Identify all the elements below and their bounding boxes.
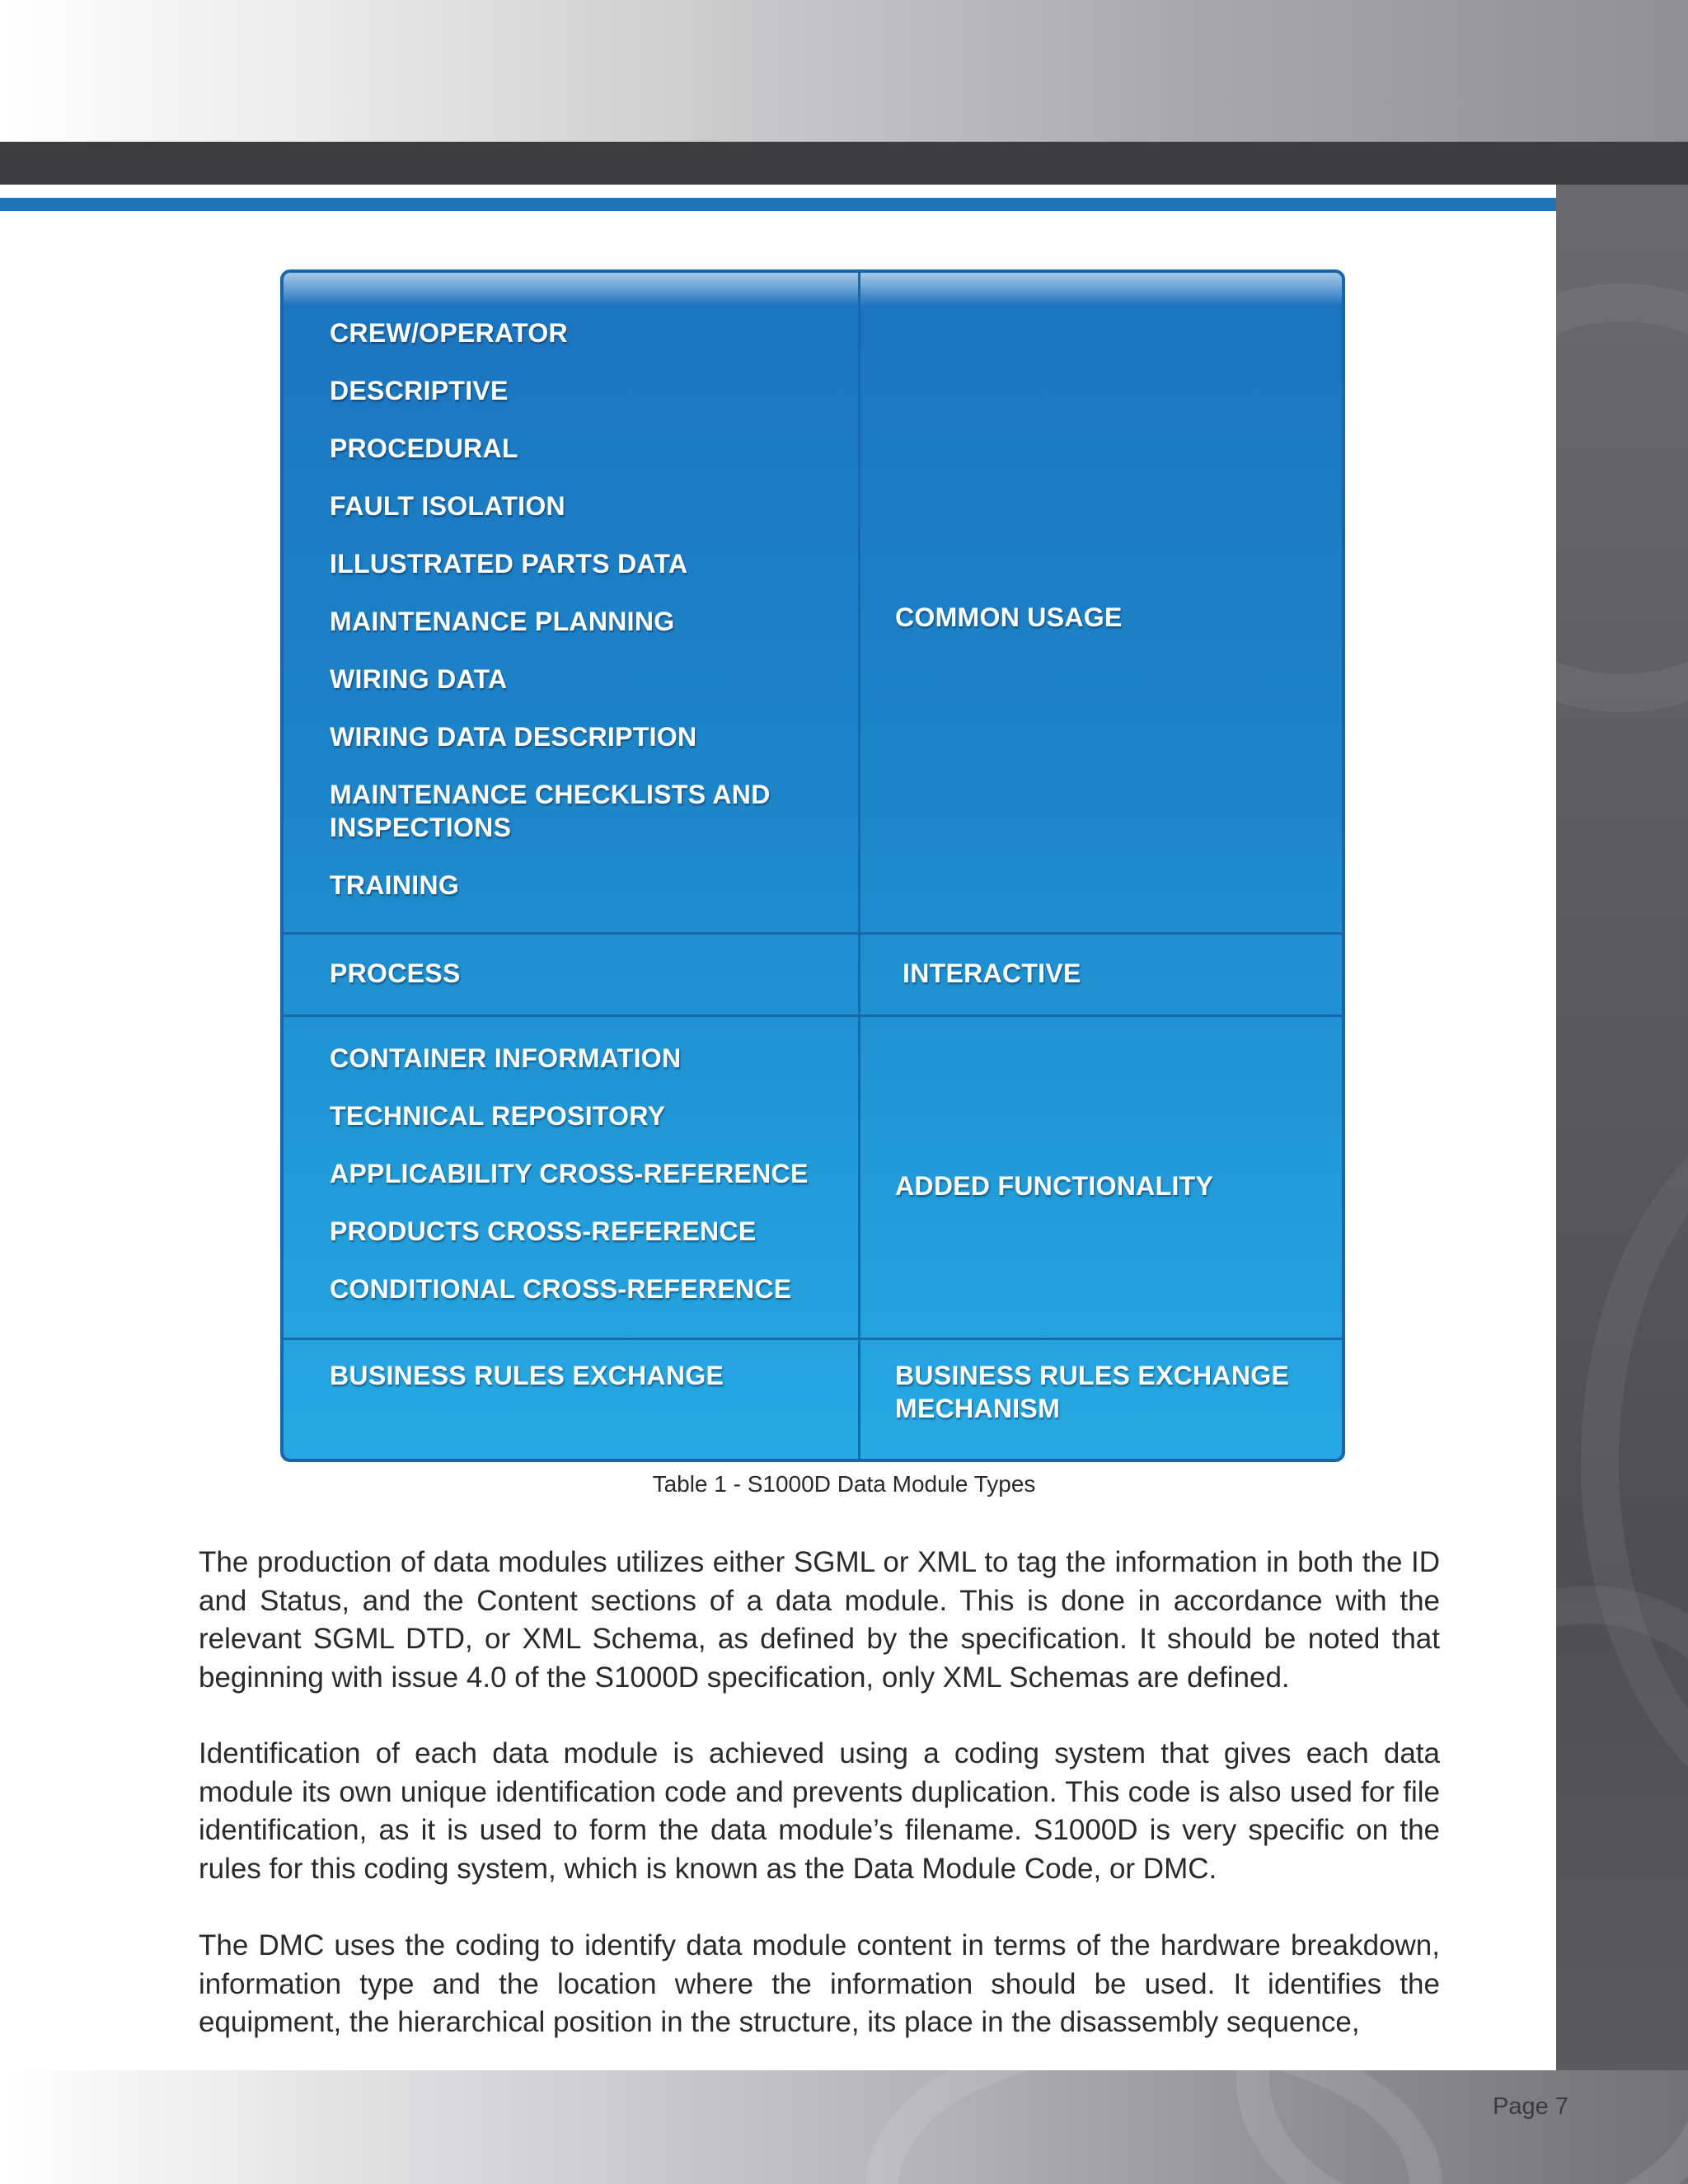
table-cell: ILLUSTRATED PARTS DATA <box>330 549 688 579</box>
table-cell: PROCEDURAL <box>330 434 518 463</box>
table-cell: WIRING DATA DESCRIPTION <box>330 722 697 752</box>
table-cell: TECHNICAL REPOSITORY <box>330 1101 666 1131</box>
table-cell: FAULT ISOLATION <box>330 491 565 521</box>
table-row-common-usage-items <box>330 316 824 902</box>
table-cell: WIRING DATA <box>330 664 508 694</box>
right-decorative-panel <box>1556 185 1688 2184</box>
header-white-gap <box>0 185 1556 198</box>
column-divider <box>858 273 860 1459</box>
table-cell: PRODUCTS CROSS-REFERENCE <box>330 1216 757 1246</box>
data-module-types-table <box>280 269 1345 1462</box>
footer-gradient-band <box>0 2070 1688 2184</box>
table-cell: PROCESS <box>330 958 461 988</box>
table-cell: BUSINESS RULES EXCHANGE <box>330 1361 724 1390</box>
swirl-decoration <box>1236 2070 1688 2184</box>
table-cell: DESCRIPTIVE <box>330 376 509 405</box>
table-cell-category: ADDED FUNCTIONALITY <box>895 1171 1214 1201</box>
table-cell-category: INTERACTIVE <box>903 958 1081 988</box>
table-cell: MAINTENANCE PLANNING <box>330 607 675 636</box>
table-cell-category: COMMON USAGE <box>895 602 1123 632</box>
table-cell: CONDITIONAL CROSS-REFERENCE <box>330 1274 792 1304</box>
table-caption: Table 1 - S1000D Data Module Types <box>652 1471 1036 1497</box>
table-cell: CONTAINER INFORMATION <box>330 1043 682 1073</box>
table-cell: CREW/OPERATOR <box>330 318 568 348</box>
header-dark-band <box>0 142 1688 185</box>
body-paragraph: Identification of each data module is achieved using a coding system that gives each data module its own unique identification code and prevents duplication. This code is also used for file identification, as it is used to form the data module’s filename. S1000D is very specific on the rules for this coding system, which is known as the Data Module Code, or DMC. <box>199 1737 1440 1885</box>
body-paragraph: The production of data modules utilizes either SGML or XML to tag the information in both the ID and Status, and the Content sections of a data module. This is done in accordance with the relevant SGML DTD, or XML Schema, as defined by the specification. It should be noted that beginning with issue 4.0 of the S1000D specification, only XML Schemas are defined. <box>199 1546 1440 1694</box>
table-header-gloss <box>284 273 1342 306</box>
table-cell: MAINTENANCE CHECKLISTS AND INSPECTIONS <box>330 780 771 842</box>
page-number: Page 7 <box>1493 2093 1568 2120</box>
row-divider <box>284 1015 1342 1017</box>
swirl-decoration <box>1556 284 1688 712</box>
body-paragraph: The DMC uses the coding to identify data module content in terms of the hardware breakdown, information type and the location where the information should be used. It identifies the equipment, the hierarchical position in the structure, its place in the disassembly sequence, <box>199 1929 1440 2038</box>
header-blue-rule <box>0 198 1688 211</box>
table-cell: APPLICABILITY CROSS-REFERENCE <box>330 1159 809 1188</box>
row-divider <box>284 932 1342 935</box>
table-cell: TRAINING <box>330 870 460 900</box>
row-divider <box>284 1338 1342 1340</box>
header-gradient-band <box>0 0 1688 142</box>
table-row-added-functionality-items <box>330 1042 809 1305</box>
table-cell-category: BUSINESS RULES EXCHANGE MECHANISM <box>895 1361 1290 1423</box>
